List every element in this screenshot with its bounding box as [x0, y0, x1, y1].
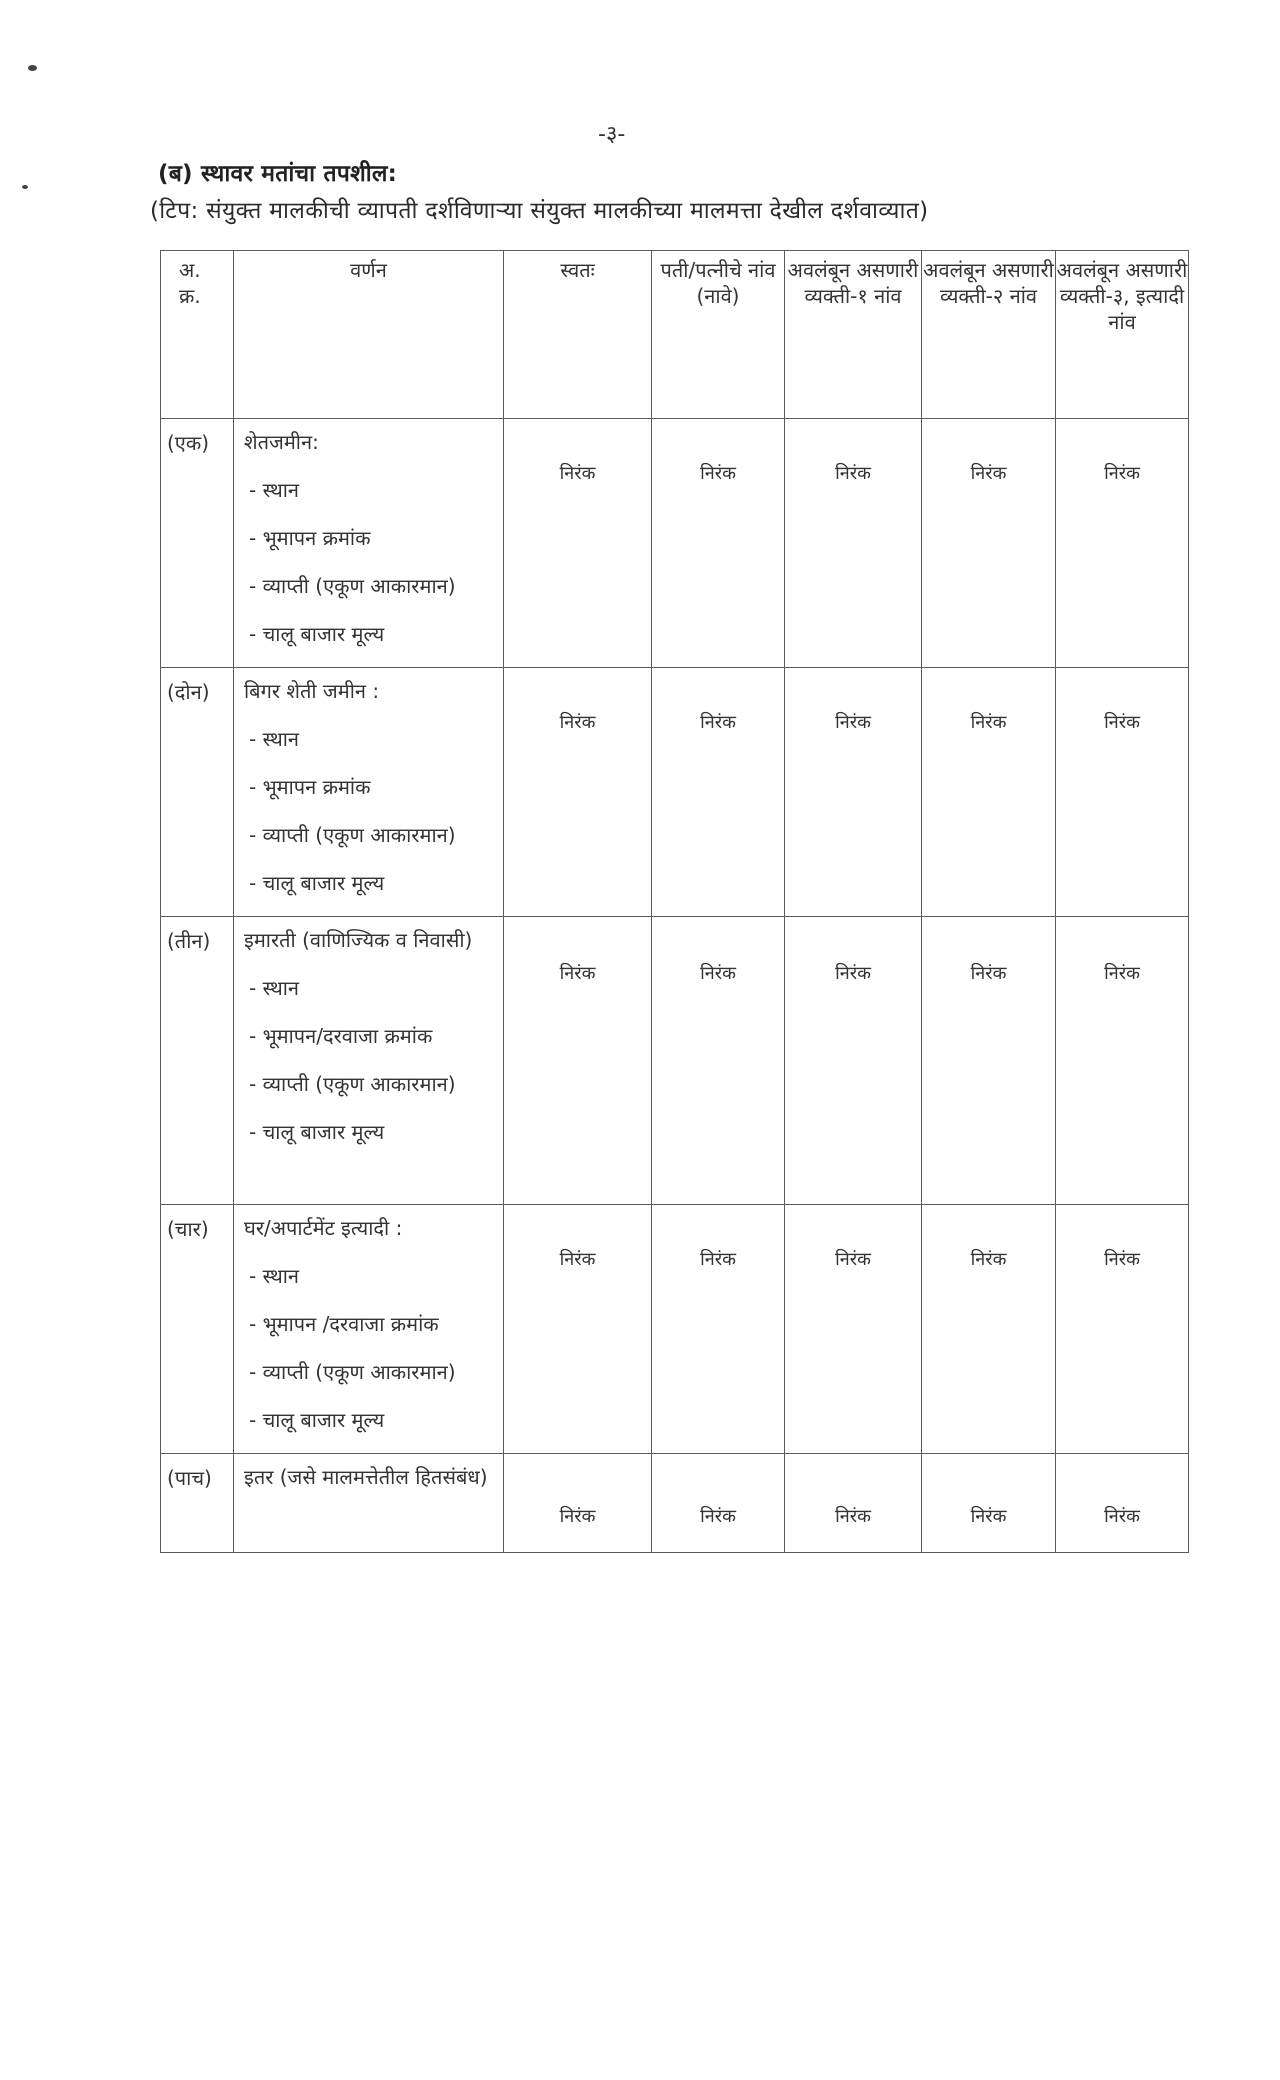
- value-dependent-3: [1056, 1454, 1189, 1553]
- value-text: निरंक: [559, 712, 596, 733]
- description-title: बिगर शेती जमीन :: [244, 679, 380, 703]
- description-item: - व्याप्ती (एकूण आकारमान): [249, 823, 456, 847]
- description-item: - स्थान: [249, 976, 300, 1000]
- value-spouse: [652, 917, 785, 1205]
- page-number: -३-: [598, 122, 626, 147]
- value-text: निरंक: [1104, 1506, 1140, 1527]
- value-dependent-1: [785, 1454, 922, 1553]
- value-text: निरंक: [700, 712, 736, 733]
- header-description: वर्णन: [234, 251, 504, 419]
- row-serial: (पाच): [161, 1454, 234, 1553]
- value-dependent-3: [1056, 419, 1189, 668]
- value-text: निरंक: [700, 963, 736, 984]
- value-spouse: [652, 1205, 785, 1454]
- row-serial: (तीन): [161, 917, 234, 1205]
- value-self: [504, 419, 652, 668]
- value-self: [504, 917, 652, 1205]
- value-dependent-1: [785, 917, 922, 1205]
- value-text: निरंक: [970, 463, 1007, 484]
- value-text: निरंक: [1104, 463, 1140, 484]
- description-item: - स्थान: [249, 1264, 300, 1288]
- value-text: निरंक: [700, 1506, 736, 1527]
- value-text: निरंक: [1104, 1249, 1140, 1270]
- description-item: - चालू बाजार मूल्य: [249, 1120, 385, 1144]
- header-self: स्वतः: [504, 251, 652, 419]
- description-title: इतर (जसे मालमत्तेतील हितसंबंध): [244, 1465, 488, 1489]
- value-dependent-3: [1056, 1205, 1189, 1454]
- value-text: निरंक: [700, 1249, 736, 1270]
- row-serial: (एक): [161, 419, 234, 668]
- header-spouse: पती/पत्नीचे नांव (नावे): [652, 251, 785, 419]
- value-self: [504, 1205, 652, 1454]
- description-item: - स्थान: [249, 727, 300, 751]
- value-dependent-3: [1056, 668, 1189, 917]
- description-item: - चालू बाजार मूल्य: [249, 622, 385, 646]
- value-dependent-1: [785, 419, 922, 668]
- value-text: निरंक: [835, 712, 871, 733]
- value-dependent-2: [922, 668, 1056, 917]
- description-item: - भूमापन /दरवाजा क्रमांक: [249, 1312, 439, 1336]
- row-description: [234, 1454, 504, 1553]
- section-title: (ब) स्थावर मतांचा तपशील:: [158, 161, 398, 187]
- value-self: [504, 668, 652, 917]
- row-description: [234, 917, 504, 1205]
- description-item: - व्याप्ती (एकूण आकारमान): [249, 1360, 456, 1384]
- row-description: [234, 1205, 504, 1454]
- value-spouse: [652, 419, 785, 668]
- value-text: निरंक: [970, 1506, 1007, 1527]
- value-dependent-3: [1056, 917, 1189, 1205]
- note-text: (टिप: संयुक्त मालकीची व्यापती दर्शविणाऱ्या संयुक्त मालकीच्या मालमत्ता देखील दर्शवाव्यात): [150, 198, 929, 224]
- value-text: निरंक: [559, 1506, 596, 1527]
- value-spouse: [652, 668, 785, 917]
- value-dependent-2: [922, 1454, 1056, 1553]
- value-dependent-2: [922, 917, 1056, 1205]
- header-serial-text: अ. क्र.: [179, 258, 201, 308]
- row-description: [234, 668, 504, 917]
- row-serial: (चार): [161, 1205, 234, 1454]
- table-row: [161, 668, 1189, 917]
- header-dependent-3: अवलंबून असणारी व्यक्ती-३, इत्यादी नांव: [1056, 251, 1189, 419]
- value-text: निरंक: [559, 963, 596, 984]
- value-self: [504, 1454, 652, 1553]
- description-title: शेतजमीन:: [244, 430, 319, 454]
- description-title: इमारती (वाणिज्यिक व निवासी): [244, 928, 473, 952]
- table-row: [161, 1205, 1189, 1454]
- value-dependent-2: [922, 1205, 1056, 1454]
- value-text: निरंक: [970, 1249, 1007, 1270]
- scan-speck: [22, 185, 28, 189]
- description-item: - भूमापन क्रमांक: [249, 775, 371, 799]
- value-text: निरंक: [1104, 712, 1140, 733]
- table-row: [161, 1454, 1189, 1553]
- value-text: निरंक: [970, 963, 1007, 984]
- header-serial: [161, 251, 234, 419]
- description-item: - भूमापन क्रमांक: [249, 526, 371, 550]
- value-text: निरंक: [835, 1249, 871, 1270]
- description-item: - व्याप्ती (एकूण आकारमान): [249, 574, 456, 598]
- table-header-row: [161, 251, 1189, 419]
- value-dependent-1: [785, 1205, 922, 1454]
- value-text: निरंक: [835, 463, 871, 484]
- value-spouse: [652, 1454, 785, 1553]
- row-description: [234, 419, 504, 668]
- description-item: - स्थान: [249, 478, 300, 502]
- description-item: - व्याप्ती (एकूण आकारमान): [249, 1072, 456, 1096]
- table-row: [161, 917, 1189, 1205]
- value-dependent-2: [922, 419, 1056, 668]
- header-dependent-2: अवलंबून असणारी व्यक्ती-२ नांव: [922, 251, 1056, 419]
- value-text: निरंक: [835, 1506, 871, 1527]
- description-item: - चालू बाजार मूल्य: [249, 1408, 385, 1432]
- row-serial: (दोन): [161, 668, 234, 917]
- value-text: निरंक: [559, 463, 596, 484]
- value-text: निरंक: [835, 963, 871, 984]
- description-item: - चालू बाजार मूल्य: [249, 871, 385, 895]
- value-text: निरंक: [970, 712, 1007, 733]
- value-dependent-1: [785, 668, 922, 917]
- immovable-assets-table: [160, 250, 1189, 1553]
- description-item: - भूमापन/दरवाजा क्रमांक: [249, 1024, 433, 1048]
- value-text: निरंक: [1104, 963, 1140, 984]
- value-text: निरंक: [700, 463, 736, 484]
- table-row: [161, 419, 1189, 668]
- description-title: घर/अपार्टमेंट इत्यादी :: [244, 1216, 403, 1240]
- scan-speck: [28, 65, 37, 71]
- value-text: निरंक: [559, 1249, 596, 1270]
- header-dependent-1: अवलंबून असणारी व्यक्ती-१ नांव: [785, 251, 922, 419]
